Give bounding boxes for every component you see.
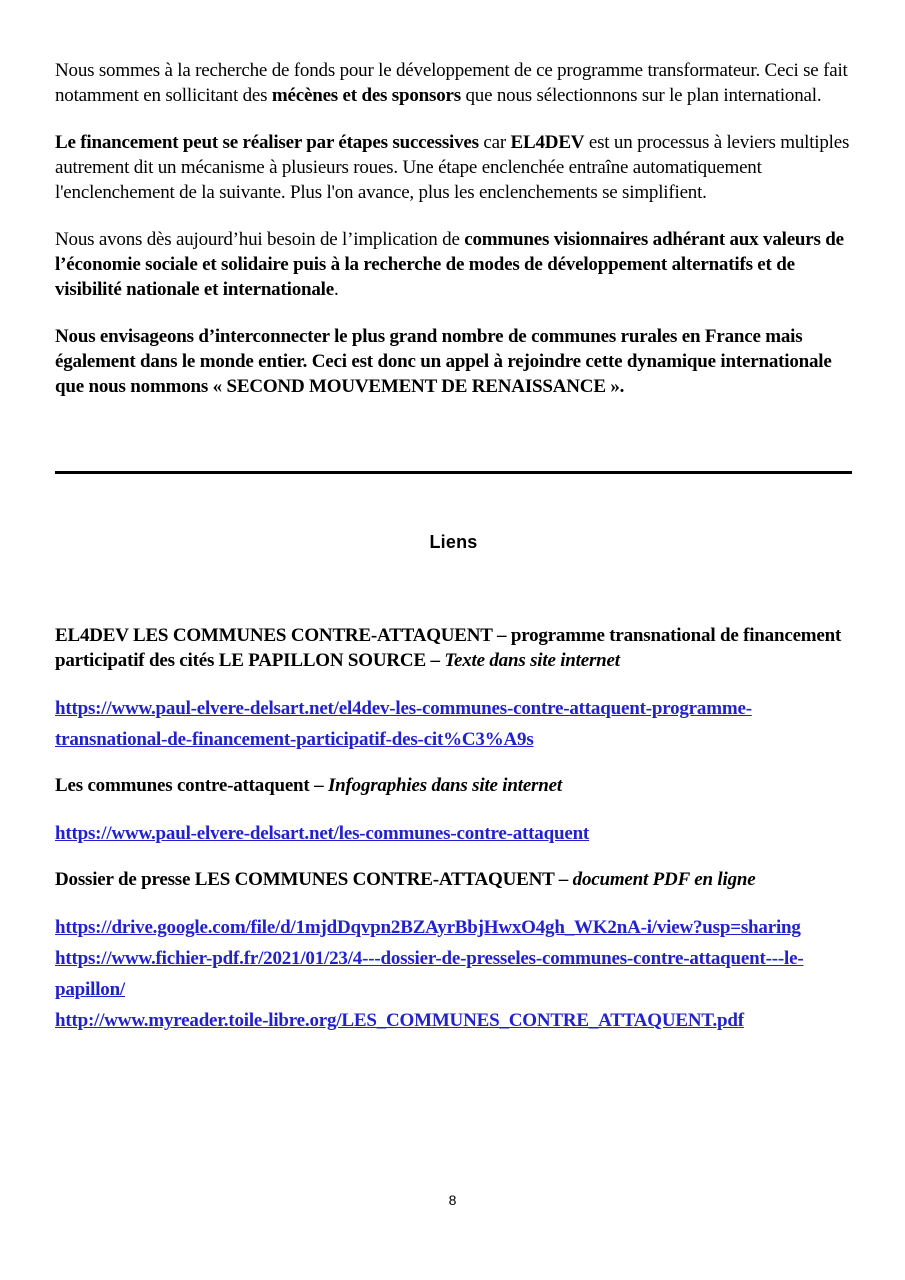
page-number: 8 [448,1192,457,1208]
liens-section [55,623,852,1036]
link-heading [55,623,852,673]
text-segment: que nous sélectionnons sur le plan international. [460,85,822,106]
text-segment: Dossier de presse LES COMMUNES CONTRE-ATTAQUENT – [55,869,573,890]
hyperlink[interactable]: https://www.paul-elvere-delsart.net/el4dev-les-communes-contre-attaquent-programme-transnational-de-financement-participatif-des-cit%C3%A9s [55,698,752,750]
text-segment: Texte dans site internet [444,650,620,671]
link-block [55,912,852,1036]
financing-stages-paragraph [55,130,852,205]
text-segment: EL4DEV LES COMMUNES CONTRE-ATTAQUENT – programme transnational de financement participatif des cités LE PAPILLON SOURCE – [55,625,842,671]
link-block [55,818,852,849]
link-block [55,693,852,755]
text-segment: mécènes et des sponsors [271,85,461,106]
text-segment: Infographies dans site internet [327,775,562,796]
text-segment: car [478,132,511,153]
section-divider [55,471,852,474]
intro-section [55,58,852,399]
hyperlink[interactable]: https://www.fichier-pdf.fr/2021/01/23/4---dossier-de-presseles-communes-contre-attaquent---le-papillon/ [55,948,804,1000]
link-heading [55,867,852,892]
text-segment: Nous sommes à la recherche de fonds pour le développement de ce programme transformateur. Ceci se fait notamment en sollicitant des [55,60,848,106]
text-segment: Nous envisageons d’interconnecter le plus grand nombre de communes rurales en France mais également dans le monde entier. Ceci est donc un appel à rejoindre cette dynamique internationale que nous nommons « SECOND MOUVEMENT DE RENAISSANCE ». [55,326,832,397]
text-segment: . [333,279,339,300]
text-segment: EL4DEV [510,132,585,153]
text-segment: document PDF en ligne [572,869,756,890]
communes-visionnaires-paragraph [55,227,852,302]
text-segment: est un processus à leviers multiples autrement dit un mécanisme à plusieurs roues. Une étape enclenchée entraîne automatiquement l'enclenchement de la suivante. Plus l'on avance, plus les enclenchements se simplifient. [55,132,850,203]
hyperlink[interactable]: https://www.paul-elvere-delsart.net/les-communes-contre-attaquent [55,823,590,844]
hyperlink[interactable]: https://drive.google.com/file/d/1mjdDqvpn2BZAyrBbjHwxO4gh_WK2nA-i/view?usp=sharing [55,917,801,938]
text-segment: Les communes contre-attaquent – [55,775,328,796]
interconnexion-paragraph [55,324,852,399]
text-segment: Nous avons dès aujourd’hui besoin de l’implication de [55,229,465,250]
liens-section-title: Liens [429,532,478,552]
text-segment: communes visionnaires adhérant aux valeurs de l’économie sociale et solidaire puis à la recherche de modes de développement alternatifs et de visibilité nationale et internationale [55,229,844,300]
link-heading [55,773,852,798]
funding-search-paragraph [55,58,852,108]
text-segment: Le financement peut se réaliser par étapes successives [55,132,479,153]
hyperlink[interactable]: http://www.myreader.toile-libre.org/LES_COMMUNES_CONTRE_ATTAQUENT.pdf [55,1010,744,1031]
